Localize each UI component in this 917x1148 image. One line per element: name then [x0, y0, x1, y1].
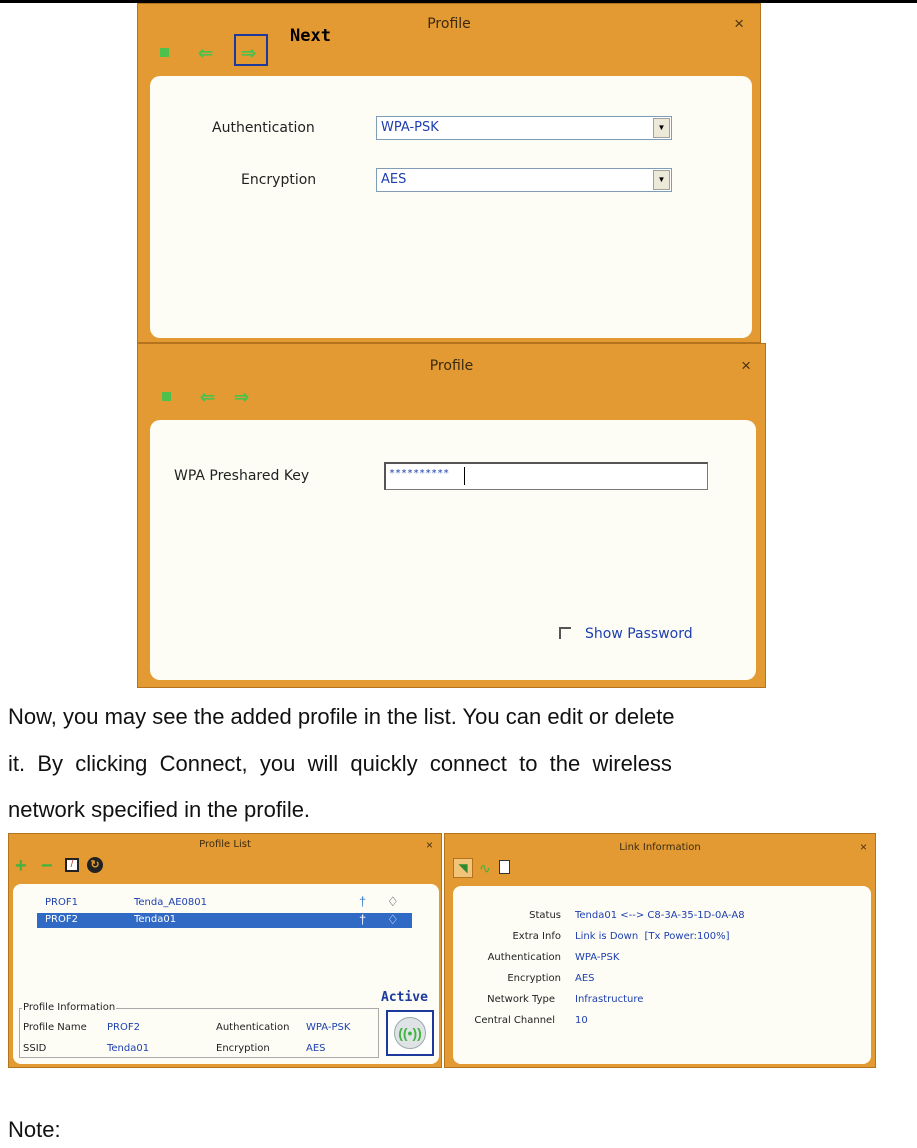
paragraph-line-2: it. By clicking Connect, you will quickly connect to the wireless [8, 751, 672, 776]
profile-list-panel [13, 884, 439, 1064]
authentication-label: Authentication [487, 952, 561, 963]
connect-button[interactable] [386, 1010, 434, 1056]
profile-list-window [8, 833, 442, 1068]
ssid-value: Tenda01 [107, 1043, 150, 1054]
connect-profile-icon[interactable]: ↻ [87, 857, 103, 873]
status-value: Tenda01 <--> C8-3A-35-1D-0A-A8 [575, 910, 745, 921]
link-information-window [444, 833, 876, 1068]
close-icon[interactable]: × [734, 14, 744, 33]
encryption-label: Encryption [507, 973, 561, 984]
extra-info-label: Extra Info [512, 931, 561, 942]
show-password-label[interactable]: Show Password [585, 626, 693, 642]
ssid-label: SSID [23, 1043, 47, 1054]
paragraph-line-1: Now, you may see the added profile in the list. You can edit or delete [8, 704, 675, 729]
authentication-label: Authentication [212, 120, 315, 136]
table-row[interactable] [37, 896, 412, 910]
dialog-title: Profile [427, 16, 471, 32]
stop-icon[interactable] [162, 392, 171, 401]
extra-info-value: Link is Down [Tx Power:100%] [575, 931, 730, 942]
key-icon: † [359, 894, 367, 909]
wireless-signal-icon: ♢ [387, 912, 399, 927]
authentication-value: WPA-PSK [306, 1022, 351, 1033]
ssid-cell: Tenda01 [134, 914, 177, 925]
dropdown-arrow-icon[interactable]: ▼ [653, 170, 670, 190]
paragraph-line-3: network specified in the profile. [8, 797, 311, 822]
add-profile-icon[interactable]: + [15, 855, 27, 877]
stop-icon[interactable] [160, 48, 169, 57]
profile-information-group [19, 1002, 379, 1058]
wireless-connect-icon: ((•)) [394, 1017, 426, 1049]
encryption-value: AES [575, 973, 595, 984]
profile-dialog-key [137, 343, 766, 688]
encryption-select[interactable] [376, 168, 672, 192]
close-icon[interactable]: × [741, 356, 751, 375]
link-information-title: Link Information [619, 842, 701, 853]
profile-name-cell: PROF1 [45, 897, 78, 908]
encryption-label: Encryption [241, 172, 317, 188]
wpa-key-value: ********** [389, 468, 450, 479]
ssid-cell: Tenda_AE0801 [134, 897, 207, 908]
text-cursor [464, 467, 465, 485]
close-icon[interactable]: × [425, 838, 433, 852]
active-label: Active [381, 990, 428, 1005]
wireless-signal-icon: ♢ [387, 894, 399, 909]
delete-profile-icon[interactable]: − [41, 855, 53, 877]
wpa-key-label: WPA Preshared Key [174, 468, 310, 484]
profile-information-title: Profile Information [23, 1002, 116, 1013]
profile-list-title: Profile List [199, 839, 251, 850]
show-password-checkbox[interactable] [559, 627, 571, 639]
profile-name-cell: PROF2 [45, 914, 78, 925]
edit-profile-icon[interactable]: / [65, 858, 79, 872]
dropdown-arrow-icon[interactable]: ▼ [653, 118, 670, 138]
next-arrow-icon[interactable]: ⇒ [234, 387, 250, 407]
link-information-panel [453, 886, 871, 1064]
wpa-key-input[interactable] [384, 462, 708, 490]
encryption-value: AES [381, 172, 407, 187]
statistics-tab-icon[interactable]: ∿ [479, 860, 491, 876]
key-icon: † [359, 912, 367, 927]
dialog-title: Profile [429, 358, 474, 374]
profile-name-value: PROF2 [107, 1022, 140, 1033]
key-panel [150, 420, 756, 680]
central-channel-label: Central Channel [474, 1015, 555, 1026]
authentication-value: WPA-PSK [381, 120, 439, 135]
authentication-label: Authentication [216, 1022, 290, 1033]
encryption-value: AES [306, 1043, 326, 1054]
authentication-value: WPA-PSK [575, 952, 620, 963]
back-arrow-icon[interactable]: ⇐ [198, 43, 214, 63]
network-type-value: Infrastructure [575, 994, 644, 1005]
table-row-selected[interactable] [37, 913, 412, 928]
close-icon[interactable]: × [859, 840, 867, 854]
back-arrow-icon[interactable]: ⇐ [200, 387, 216, 407]
status-label: Status [529, 910, 561, 921]
profile-dialog-security [137, 3, 761, 343]
link-status-tab-icon[interactable]: ◥ [453, 858, 473, 878]
document-tab-icon[interactable] [499, 860, 510, 874]
authentication-select[interactable] [376, 116, 672, 140]
next-arrow-icon: ⇒ [241, 43, 257, 63]
profile-name-label: Profile Name [23, 1022, 87, 1033]
security-panel [150, 76, 752, 338]
next-label: Next [290, 26, 331, 46]
central-channel-value: 10 [575, 1015, 588, 1026]
next-button[interactable] [234, 34, 268, 66]
network-type-label: Network Type [487, 994, 555, 1005]
encryption-label: Encryption [216, 1043, 270, 1054]
note-heading: Note: [8, 1117, 61, 1142]
